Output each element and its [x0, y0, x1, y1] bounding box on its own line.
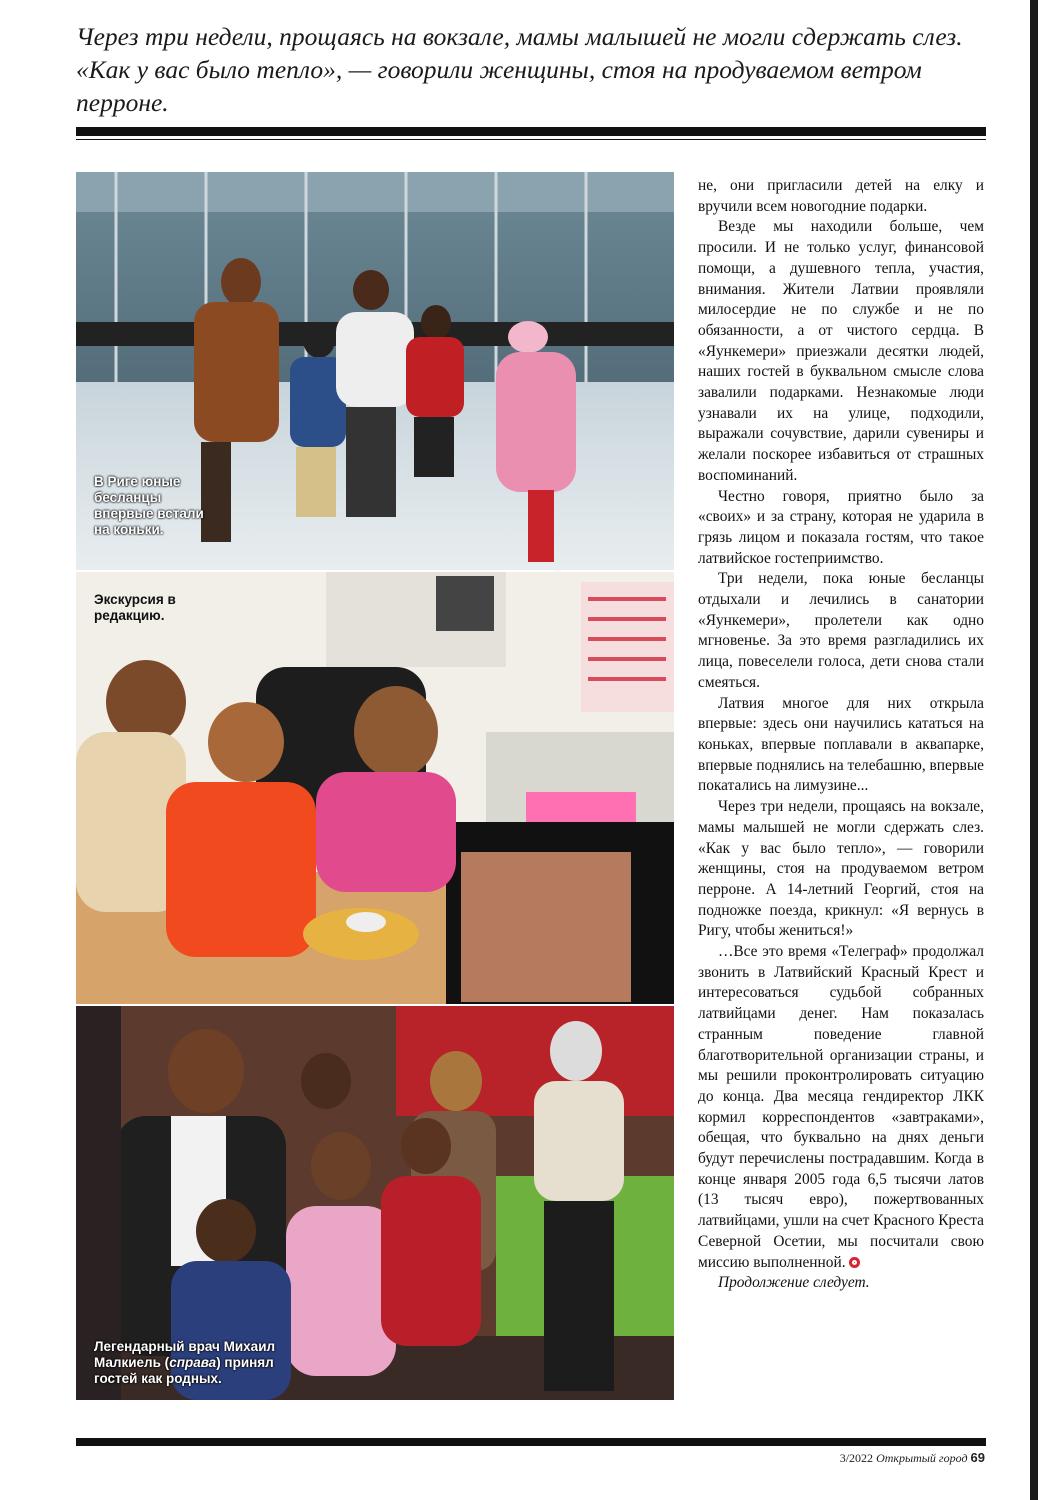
header-rule [76, 127, 986, 136]
footer-rule [76, 1438, 986, 1446]
article-paragraph-text: …Все это время «Телеграф» продолжал звонить в Латвийский Красный Крест и интересоваться судьбой собранных латвийцами денег. Нам показалась странным поведение главной благотворительной организации страны, и мы решили проконтролировать ситуацию до конца. Два месяца гендиректор ЛКК кормил корреспондентов «завтраками», обещая, что буквально на днях деньги будут перечислены пострадавшим. Когда в конце января 2005 года 6,5 тысячи латов (13 тысяч евро), пожертвованных латвийцами, ушли на счет Красного Креста Северной Осетии, мы посчитали свою миссию выполненной. [698, 943, 984, 1271]
article-paragraph: не, они пригласили детей на елку и вручили всем новогодние подарки. [698, 177, 984, 215]
article-paragraph: Честно говоря, приятно было за «своих» и за страну, которая не ударила в грязь лицом и показала гостям, что такое латвийское гостеприимство. [698, 487, 984, 567]
caption-photo-1: В Риге юные бесланцы впервые встали на коньки. [94, 474, 204, 537]
caption-photo-3 [94, 1339, 314, 1387]
page-number: 69 [970, 1450, 985, 1465]
header-rule-thin [76, 139, 986, 140]
magazine-name: Открытый город [876, 1451, 968, 1465]
caption-photo-3-part1: Легендарный врач Михаил Малкиель ( [94, 1339, 276, 1370]
article-paragraph: Латвия многое для них открыла впервые: здесь они научились кататься на коньках, впервые поплавали в аквапарке, впервые поднялись на телебашню, впервые покатались на лимузине... [698, 694, 984, 795]
issue-number: 3/2022 [839, 1451, 874, 1465]
article-paragraph: Везде мы находили больше, чем просили. И не только услуг, финансовой помощи, а душевного тепла, участия, внимания. Жители Латвии проявляли милосердие не по службе и не по обязанности, а от чистого сердца. В «Яункемери» приезжали десятки людей, наших гостей в буквальном смысле слова завалили подарками. Незнакомые люди узнавали их на улице, подходили, выражали сочувствие, дарили сувениры и желали поскорее избавиться от страшных воспоминаний. [698, 218, 984, 484]
article-paragraph-last [698, 942, 984, 1273]
article-column [698, 176, 984, 1294]
end-mark-icon [849, 1257, 860, 1268]
pull-quote: Через три недели, прощаясь на вокзале, мамы малышей не могли сдержать слез. «Как у вас было тепло», — говорили женщины, стоя на продуваемом ветром перроне. [76, 22, 963, 117]
caption-photo-2: Экскурсия в редакцию. [94, 592, 176, 623]
caption-photo-3-italic: справа [169, 1355, 217, 1370]
photo-newsroom-tour [76, 572, 674, 1004]
continuation-note: Продолжение следует. [718, 1274, 870, 1292]
article-paragraph: Через три недели, прощаясь на вокзале, мамы малышей не могли сдержать слез. «Как у вас было тепло», — говорили женщины, стоя на продуваемом ветром перроне. А 14-летний Георгий, стоя на подножке поезда, крикнул: «Я вернусь в Ригу, чтобы жениться!» [698, 798, 984, 940]
page-footer [840, 1450, 985, 1466]
article-paragraph: Три недели, пока юные бесланцы отдыхали и лечились в санатории «Яункемери», пролетели как одно мгновенье. За это время разгладились их лица, повеселели голоса, дети снова стали смеяться. [698, 570, 984, 691]
page-edge-bar [1030, 0, 1038, 1500]
caption-photo-3-part2: ) принял гостей как родных. [94, 1355, 274, 1386]
